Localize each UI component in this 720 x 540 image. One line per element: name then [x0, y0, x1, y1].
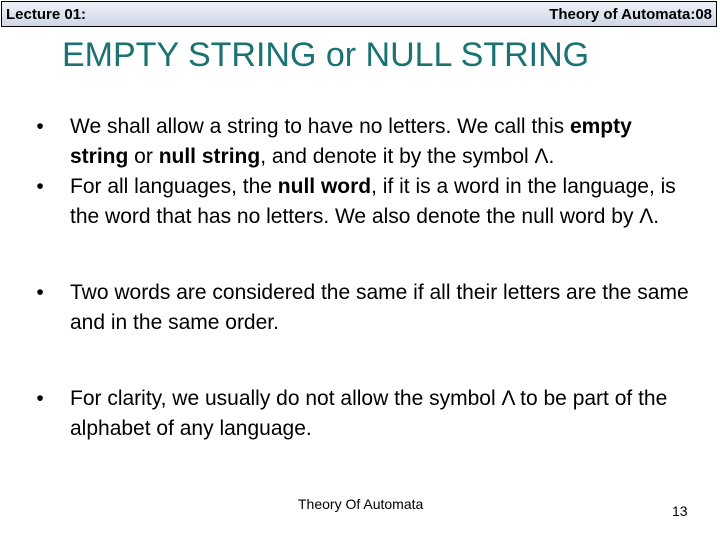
footer-text: Theory Of Automata	[298, 496, 424, 512]
bullet-item	[30, 384, 690, 444]
bullet-text: We shall allow a string to have no letters. We call this	[70, 115, 570, 138]
bullet-bold-term: empty string	[70, 115, 632, 168]
bullet-item	[30, 172, 690, 232]
bullet-list	[30, 112, 690, 444]
bullet-text: , if it is a word in the language, is the word that has no letters. We also denote the null word by Λ.	[70, 175, 676, 228]
page-number: 13	[672, 503, 688, 519]
bullet-item	[30, 278, 690, 338]
bullet-bold-term: null word	[277, 175, 372, 198]
bullet-dot: •	[36, 281, 44, 304]
lecture-label: Lecture 01:	[6, 6, 87, 23]
bullet-item	[30, 112, 690, 172]
bullet-text: , and denote it by the symbol Λ.	[260, 145, 555, 168]
bullet-text: For clarity, we usually do not allow the symbol Λ to be part of the alphabet of any language.	[70, 387, 668, 440]
bullet-bold-term: null string	[158, 145, 261, 168]
slide-header	[1, 1, 717, 27]
bullet-dot: •	[36, 387, 44, 410]
bullet-text: For all languages, the	[70, 175, 278, 198]
bullet-text: Two words are considered the same if all their letters are the same and in the same order.	[70, 281, 689, 334]
bullet-dot: •	[36, 175, 44, 198]
course-label: Theory of Automata:08	[549, 6, 712, 23]
slide-title: EMPTY STRING or NULL STRING	[62, 36, 590, 74]
bullet-text: or	[128, 145, 159, 168]
bullet-dot: •	[36, 115, 44, 138]
